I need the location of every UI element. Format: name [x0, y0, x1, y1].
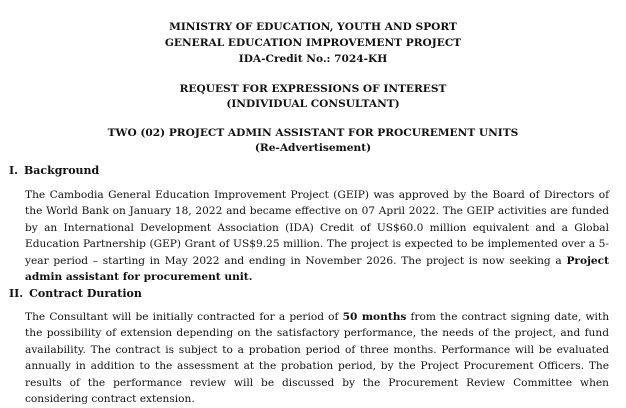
credit-number: IDA-Credit No.: 7024-KH: [238, 53, 388, 65]
position-title: TWO (02) PROJECT ADMIN ASSISTANT FOR PROCUREMENT UNITS: [107, 127, 519, 139]
paragraph-text: The Consultant will be initially contracted for a period of: [25, 311, 343, 323]
paragraph-text: from the contract signing date, with the possibility of extension depending on the satisfactory performance, the needs of the project, and fund availability. The contract is subject to a probation period of three months. Performance will be evaluated annually in addition to the assessment at the probation period, by the Project Procurement Officers. The results of the performance review will be discussed by the Procurement Review Committee when considering contract extension.: [25, 311, 610, 406]
contract-paragraph: [25, 309, 609, 407]
paragraph-text: The Cambodia General Education Improvement Project (GEIP) was approved by the Board of Directors of the World Bank on January 18, 2022 and became effective on 07 April 2022. The GEIP activities are funded by an International Development Association (IDA) Credit of US$60.0 million equivalent and a Global Education Partnership (GEP) Grant of US$9.25 million. The project is expected to be implemented over a 5-year period – starting in May 2022 and ending in November 2026. The project is now seeking a: [25, 189, 609, 267]
section-title: Background: [23, 164, 100, 177]
consultant-type: (INDIVIDUAL CONSULTANT): [226, 98, 400, 110]
section-number: II.: [9, 287, 24, 300]
emphasis-text: 50 months: [342, 311, 407, 323]
background-paragraph: [25, 187, 609, 285]
readvertisement-label: (Re-Advertisement): [254, 142, 372, 154]
section-heading-contract: [9, 287, 142, 300]
section-heading-background: [9, 164, 99, 177]
ministry-title: MINISTRY OF EDUCATION, YOUTH AND SPORT: [169, 21, 457, 33]
emphasis-text: Project admin assistant for procurement unit.: [25, 254, 609, 284]
request-title: REQUEST FOR EXPRESSIONS OF INTEREST: [179, 83, 447, 95]
section-title: Contract Duration: [29, 287, 142, 300]
project-title: GENERAL EDUCATION IMPROVEMENT PROJECT: [164, 37, 462, 49]
section-number: I.: [9, 164, 18, 177]
